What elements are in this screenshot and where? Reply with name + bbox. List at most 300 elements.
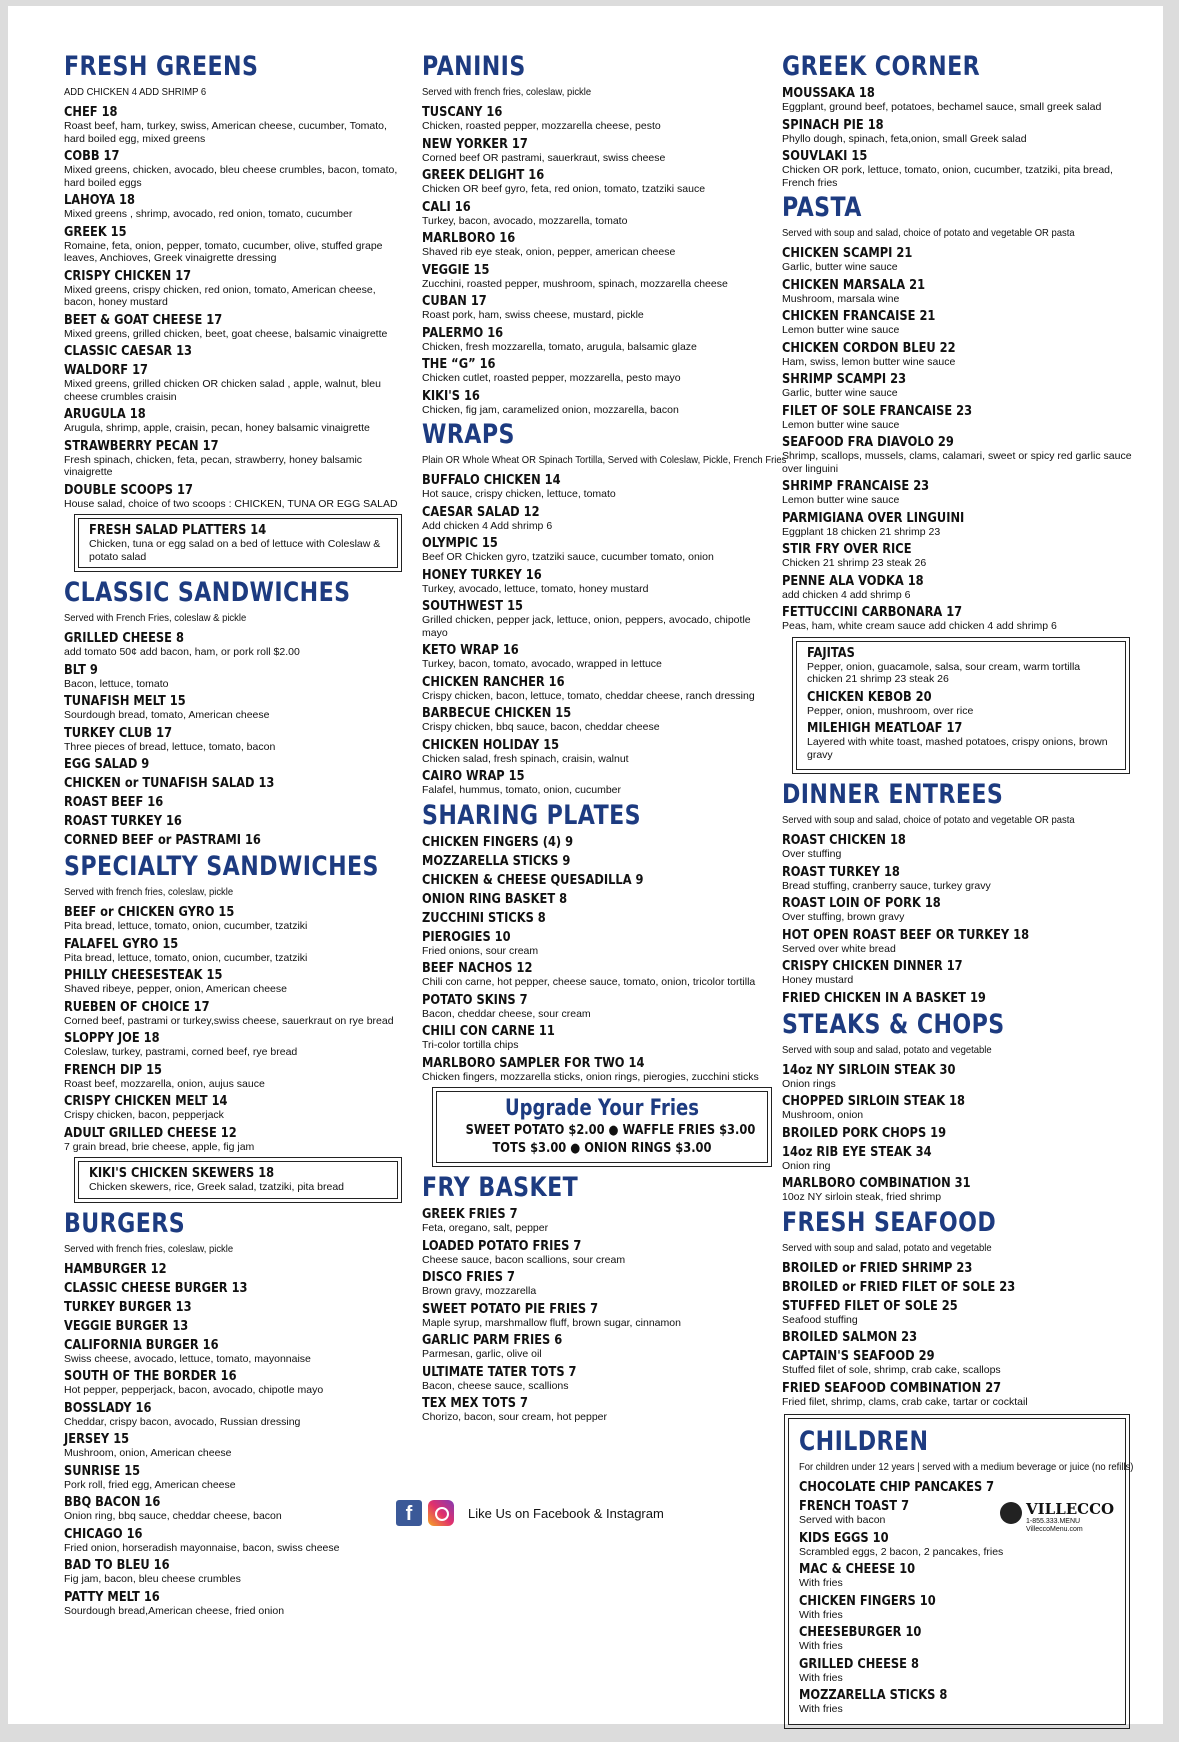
menu-item	[422, 105, 774, 133]
item-name: PARMIGIANA OVER LINGUINI	[782, 510, 965, 526]
item-name: NEW YORKER 17	[422, 136, 528, 152]
item-description: Pita bread, lettuce, tomato, onion, cucumber, tzatziki	[64, 951, 308, 964]
item-name: HOT OPEN ROAST BEEF OR TURKEY 18	[782, 927, 1030, 943]
section-note: For children under 12 years | served with a medium beverage or juice (no refills)	[799, 1461, 1134, 1473]
item-name: RUEBEN OF CHOICE 17	[64, 999, 210, 1015]
menu-item	[64, 1262, 404, 1277]
item-description: House salad, choice of two scoops : CHICKEN, TUNA OR EGG SALAD	[64, 497, 398, 510]
item-description: Fig jam, bacon, bleu cheese crumbles	[64, 1573, 241, 1585]
item-name: CHICKEN MARSALA 21	[782, 277, 926, 293]
item-name: GARLIC PARM FRIES 6	[422, 1333, 563, 1348]
item-description: Cheese sauce, bacon scallions, sour cream	[422, 1253, 626, 1266]
item-name: THE “G” 16	[422, 357, 496, 372]
item-name: GREEK FRIES 7	[422, 1207, 518, 1222]
item-name: KIKI'S 16	[422, 388, 480, 404]
menu-item	[782, 959, 1132, 987]
menu-item	[782, 1176, 1132, 1204]
item-description: Served with bacon	[799, 1514, 886, 1526]
item-description: Eggplant, ground beef, potatoes, bechamel sauce, small greek salad	[782, 101, 1102, 113]
item-description: Garlic, butter wine sauce	[782, 387, 898, 399]
upgrade-line: SWEET POTATO $2.00 ● WAFFLE FRIES $3.00	[465, 1123, 756, 1138]
item-description: Pita bread, lettuce, tomato, onion, cucumber, tzatziki	[64, 920, 308, 932]
item-description: Mushroom, marsala wine	[782, 292, 900, 305]
menu-item	[64, 1063, 404, 1091]
menu-item	[64, 694, 404, 722]
item-description: Crispy chicken, bacon, lettuce, tomato, cheddar cheese, ranch dressing	[422, 689, 755, 702]
item-name: BLT 9	[64, 662, 98, 678]
item-name: EGG SALAD 9	[64, 757, 150, 772]
menu-item	[422, 1333, 774, 1361]
item-name: CLASSIC CHEESE BURGER 13	[64, 1280, 248, 1296]
item-description: Chili con carne, hot pepper, cheese sauce, tomato, onion, tricolor tortilla	[422, 976, 756, 988]
upgrade-line: TOTS $3.00 ● ONION RINGS $3.00	[492, 1141, 712, 1156]
menu-item	[422, 263, 774, 291]
item-description: Fresh spinach, chicken, feta, pecan, strawberry, honey balsamic vinaigrette	[64, 453, 363, 478]
menu-item	[782, 1349, 1132, 1377]
menu-item	[782, 1261, 1132, 1276]
menu-item	[64, 105, 404, 145]
item-name: ONION RING BASKET 8	[422, 891, 568, 907]
menu-item	[422, 536, 774, 564]
menu-item	[782, 1299, 1132, 1327]
menu-item	[64, 1590, 404, 1618]
menu-item	[422, 473, 774, 501]
menu-item	[422, 892, 774, 907]
item-description: Served over white bread	[782, 942, 896, 955]
item-name: SEAFOOD FRA DIAVOLO 29	[782, 435, 954, 450]
item-description: With fries	[799, 1640, 843, 1652]
menu-item	[782, 605, 1132, 633]
item-name: CHEESEBURGER 10	[799, 1625, 922, 1640]
item-name: MOUSSAKA 18	[782, 86, 875, 101]
section-note: Served with french fries, coleslaw, pickle	[64, 886, 234, 898]
menu-item	[782, 246, 1132, 274]
item-description: Corned beef OR pastrami, sauerkraut, swiss cheese	[422, 151, 666, 164]
item-description: Ham, swiss, lemon butter wine sauce	[782, 355, 956, 368]
item-name: BROILED SALMON 23	[782, 1330, 918, 1345]
item-name: SOUTHWEST 15	[422, 599, 524, 614]
item-description: Crispy chicken, bacon, pepperjack	[64, 1109, 224, 1121]
menu-item	[64, 1369, 404, 1397]
item-name: MARLBORO 16	[422, 231, 516, 246]
menu-item	[64, 483, 404, 511]
menu-item	[782, 1145, 1132, 1173]
item-description: Onion rings	[782, 1077, 836, 1090]
item-name: TEX MEX TOTS 7	[422, 1396, 528, 1411]
item-name: MAC & CHEESE 10	[799, 1562, 916, 1577]
item-name: CHICKEN CORDON BLEU 22	[782, 340, 956, 356]
item-description: Chorizo, bacon, sour cream, hot pepper	[422, 1411, 608, 1423]
section-title: PASTA	[782, 192, 862, 223]
menu-item	[64, 905, 404, 933]
item-description: Shaved ribeye, pepper, onion, American cheese	[64, 983, 287, 995]
menu-item	[782, 149, 1132, 189]
item-name: PALERMO 16	[422, 325, 504, 341]
menu-item	[782, 278, 1132, 306]
item-description: Eggplant 18 chicken 21 shrimp 23	[782, 525, 941, 538]
item-name: BEEF NACHOS 12	[422, 961, 533, 976]
item-name: FRENCH TOAST 7	[799, 1499, 910, 1514]
menu-item	[782, 928, 1132, 956]
section-title: STEAKS & CHOPS	[782, 1008, 1005, 1040]
item-name: SPINACH PIE 18	[782, 117, 884, 133]
item-description: Bacon, cheese sauce, scallions	[422, 1379, 569, 1392]
item-description: Sourdough bread, tomato, American cheese	[64, 709, 270, 721]
section-title: BURGERS	[64, 1207, 186, 1239]
menu-item	[64, 776, 404, 791]
item-name: BROILED or FRIED SHRIMP 23	[782, 1260, 973, 1276]
item-description: Chicken fingers, mozzarella sticks, onion rings, pierogies, zucchini sticks	[422, 1070, 759, 1083]
item-description: Grilled chicken, pepper jack, lettuce, onion, peppers, avocado, chipotle mayo	[422, 614, 751, 639]
item-description: Hot pepper, pepperjack, bacon, avocado, chipotle mayo	[64, 1384, 324, 1396]
item-description: Chicken OR pork, lettuce, tomato, onion, cucumber, tzatziki, pita bread, French fries	[782, 164, 1113, 189]
item-name: MARLBORO COMBINATION 31	[782, 1176, 971, 1191]
item-name: SLOPPY JOE 18	[64, 1031, 160, 1046]
menu-item	[782, 309, 1132, 337]
menu-item	[422, 1207, 774, 1235]
item-name: BROILED PORK CHOPS 19	[782, 1125, 947, 1141]
item-name: CRISPY CHICKEN DINNER 17	[782, 959, 963, 974]
menu-item	[64, 313, 404, 341]
item-description: Crispy chicken, bbq sauce, bacon, cheddar cheese	[422, 721, 660, 733]
menu-item	[422, 1024, 774, 1052]
item-name: SUNRISE 15	[64, 1463, 141, 1479]
section-title: FRESH GREENS	[64, 51, 259, 82]
menu-item	[782, 1280, 1132, 1295]
item-description: With fries	[799, 1671, 843, 1684]
menu-column-left	[64, 48, 404, 1621]
item-description: With fries	[799, 1608, 843, 1621]
item-description: Chicken, tuna or egg salad on a bed of lettuce with Coleslaw & potato salad	[89, 538, 381, 563]
menu-item	[64, 814, 404, 829]
menu-item	[64, 344, 404, 359]
social-footer	[396, 1500, 664, 1526]
menu-item	[422, 1056, 774, 1084]
item-description: add chicken 4 add shrimp 6	[782, 588, 911, 601]
item-description: Sourdough bread,American cheese, fried onion	[64, 1604, 285, 1617]
menu-item	[422, 911, 774, 926]
item-description: Shrimp, scallops, mussels, clams, calamari, sweet or spicy red garlic sauce over linguini	[782, 450, 1132, 475]
menu-item	[422, 930, 774, 958]
item-description: Chicken cutlet, roasted pepper, mozzarella, pesto mayo	[422, 372, 681, 384]
item-description: Mixed greens, chicken, avocado, bleu cheese crumbles, bacon, tomato, hard boiled eggs	[64, 164, 398, 189]
item-description: Beef OR Chicken gyro, tzatziki sauce, cucumber tomato, onion	[422, 551, 714, 563]
item-description: Onion ring, bbq sauce, cheddar cheese, bacon	[64, 1510, 282, 1522]
item-name: ZUCCHINI STICKS 8	[422, 910, 546, 926]
item-name: FETTUCCINI CARBONARA 17	[782, 605, 963, 620]
menu-item	[64, 1281, 404, 1296]
item-description: Honey mustard	[782, 974, 854, 986]
item-description: Mixed greens, grilled chicken, beet, goat cheese, balsamic vinaigrette	[64, 327, 388, 340]
item-name: CLASSIC CAESAR 13	[64, 344, 193, 359]
menu-item	[799, 1531, 1115, 1559]
section-title: GREEK CORNER	[782, 51, 981, 82]
menu-item	[782, 1094, 1132, 1122]
menu-item	[64, 1094, 404, 1122]
item-name: CHICAGO 16	[64, 1526, 143, 1542]
item-description: Coleslaw, turkey, pastrami, corned beef, rye bread	[64, 1046, 298, 1058]
item-description: Swiss cheese, avocado, lettuce, tomato, mayonnaise	[64, 1352, 311, 1365]
menu-item	[782, 1330, 1132, 1345]
menu-item	[782, 404, 1132, 432]
item-name: CHOCOLATE CHIP PANCAKES 7	[799, 1480, 995, 1495]
menu-item	[422, 873, 774, 888]
menu-item	[807, 646, 1115, 686]
facebook-icon[interactable]: f	[396, 1500, 422, 1526]
brand-logo-icon	[1000, 1502, 1022, 1524]
item-description: Garlic, butter wine sauce	[782, 261, 898, 273]
menu-item	[422, 168, 774, 196]
item-name: TURKEY BURGER 13	[64, 1299, 192, 1315]
menu-item	[799, 1625, 1115, 1653]
item-description: Turkey, bacon, tomato, avocado, wrapped in lettuce	[422, 658, 662, 670]
item-description: Onion ring	[782, 1159, 831, 1172]
menu-item	[422, 835, 774, 850]
menu-item	[782, 833, 1132, 861]
social-text: Like Us on Facebook & Instagram	[468, 1505, 664, 1521]
menu-item	[422, 738, 774, 766]
item-description: Tri-color tortilla chips	[422, 1039, 519, 1051]
item-description: Chicken skewers, rice, Greek salad, tzatziki, pita bread	[89, 1181, 345, 1193]
menu-item	[422, 769, 774, 797]
item-name: LOADED POTATO FRIES 7	[422, 1238, 582, 1254]
menu-item	[64, 225, 404, 265]
menu-item	[782, 372, 1132, 400]
section-title: FRY BASKET	[422, 1172, 579, 1203]
menu-item	[64, 833, 404, 848]
item-name: ROAST TURKEY 16	[64, 814, 182, 829]
item-name: PENNE ALA VODKA 18	[782, 573, 924, 589]
item-description: With fries	[799, 1577, 843, 1589]
item-name: CHICKEN FINGERS 10	[799, 1593, 936, 1609]
upgrade-fries-box	[436, 1091, 768, 1163]
menu-item	[64, 1338, 404, 1366]
menu-item	[422, 1270, 774, 1298]
menu-item	[64, 1401, 404, 1429]
item-description: Over stuffing	[782, 848, 842, 860]
menu-item	[422, 643, 774, 671]
menu-item	[64, 795, 404, 810]
menu-item	[422, 505, 774, 533]
section-note: Plain OR Whole Wheat OR Spinach Tortilla, Served with Coleslaw, Pickle, French Fries	[422, 454, 787, 466]
menu-item	[64, 1527, 404, 1555]
item-description: Bacon, lettuce, tomato	[64, 677, 169, 690]
menu-item	[422, 1239, 774, 1267]
item-name: CHICKEN FINGERS (4) 9	[422, 834, 574, 850]
item-description: Layered with white toast, mashed potatoes, crispy onions, brown gravy	[807, 736, 1108, 761]
item-description: Chicken, fig jam, caramelized onion, mozzarella, bacon	[422, 403, 679, 416]
item-name: BEET & GOAT CHEESE 17	[64, 312, 223, 328]
item-description: Zucchini, roasted pepper, mushroom, spinach, mozzarella cheese	[422, 277, 728, 290]
menu-item	[64, 269, 404, 309]
item-description: Pepper, onion, guacamole, salsa, sour cream, warm tortilla chicken 21 shrimp 23 steak 26	[807, 660, 1081, 685]
item-name: BBQ BACON 16	[64, 1495, 161, 1510]
item-name: CHICKEN or TUNAFISH SALAD 13	[64, 776, 275, 791]
item-name: SHRIMP SCAMPI 23	[782, 372, 907, 387]
item-name: CHICKEN & CHEESE QUESADILLA 9	[422, 872, 644, 888]
menu-item	[422, 294, 774, 322]
item-name: FRIED CHICKEN IN A BASKET 19	[782, 990, 986, 1006]
item-name: WALDORF 17	[64, 363, 148, 378]
menu-item	[422, 231, 774, 259]
item-description: Lemon butter wine sauce	[782, 324, 900, 336]
item-description: Lemon butter wine sauce	[782, 494, 900, 506]
item-name: SOUVLAKI 15	[782, 149, 868, 164]
item-description: Roast beef, ham, turkey, swiss, American cheese, cucumber, Tomato, hard boiled egg, mixed greens	[64, 120, 387, 145]
item-description: Seafood stuffing	[782, 1313, 858, 1326]
item-description: Mixed greens, grilled chicken OR chicken salad , apple, walnut, bleu cheese crumbles craisin	[64, 378, 381, 403]
item-name: MARLBORO SAMPLER FOR TWO 14	[422, 1055, 645, 1071]
item-name: HAMBURGER 12	[64, 1261, 167, 1277]
item-name: CHICKEN KEBOB 20	[807, 689, 932, 705]
menu-item	[64, 726, 404, 754]
item-description: Lemon butter wine sauce	[782, 418, 900, 431]
item-name: FILET OF SOLE FRANCAISE 23	[782, 403, 973, 419]
menu-item	[782, 118, 1132, 146]
item-name: STIR FRY OVER RICE	[782, 542, 912, 557]
section-note: Served with french fries, coleslaw, pickle	[64, 1242, 234, 1255]
item-name: SOUTH OF THE BORDER 16	[64, 1369, 237, 1384]
item-name: CUBAN 17	[422, 294, 487, 309]
item-name: TUSCANY 16	[422, 105, 503, 120]
item-name: KIDS EGGS 10	[799, 1530, 889, 1546]
item-name: FRENCH DIP 15	[64, 1062, 163, 1078]
menu-item	[64, 193, 404, 221]
menu-item	[799, 1688, 1115, 1716]
menu-item	[64, 631, 404, 659]
menu-page	[8, 6, 1163, 1724]
instagram-icon[interactable]	[428, 1500, 454, 1526]
item-name: SHRIMP FRANCAISE 23	[782, 479, 930, 494]
item-name: STRAWBERRY PECAN 17	[64, 438, 219, 454]
item-name: HONEY TURKEY 16	[422, 567, 542, 583]
menu-item	[799, 1480, 1115, 1495]
menu-item	[422, 675, 774, 703]
item-name: SWEET POTATO PIE FRIES 7	[422, 1301, 599, 1317]
item-description: Peas, ham, white cream sauce add chicken 4 add shrimp 6	[782, 620, 1057, 632]
menu-item	[422, 1302, 774, 1330]
item-name: CALI 16	[422, 199, 471, 215]
menu-item	[64, 439, 404, 479]
item-name: LAHOYA 18	[64, 193, 135, 208]
children-menu-box	[788, 1418, 1134, 1725]
menu-item	[782, 86, 1132, 114]
item-name: JERSEY 15	[64, 1432, 130, 1447]
item-description: Chicken salad, fresh spinach, craisin, walnut	[422, 752, 629, 765]
item-description: Scrambled eggs, 2 bacon, 2 pancakes, fries	[799, 1545, 1004, 1558]
section-note: Served with French Fries, coleslaw & pickle	[64, 612, 247, 624]
upgrade-title: Upgrade Your Fries	[504, 1096, 700, 1121]
item-name: BARBECUE CHICKEN 15	[422, 706, 572, 721]
item-name: DISCO FRIES 7	[422, 1270, 515, 1285]
item-description: Stuffed filet of sole, shrimp, crab cake, scallops	[782, 1364, 1001, 1376]
item-name: CRISPY CHICKEN MELT 14	[64, 1094, 228, 1109]
menu-item	[64, 1300, 404, 1315]
item-description: Feta, oregano, salt, pepper	[422, 1222, 549, 1234]
item-name: MOZZARELLA STICKS 9	[422, 853, 571, 869]
item-name: CRISPY CHICKEN 17	[64, 268, 192, 284]
menu-item	[782, 479, 1132, 507]
section-note: Served with soup and salad, choice of potato and vegetable OR pasta	[782, 814, 1075, 826]
specials-box	[796, 641, 1126, 771]
item-description: Brown gravy, mozzarella	[422, 1285, 537, 1297]
item-description: Hot sauce, crispy chicken, lettuce, tomato	[422, 488, 616, 500]
menu-item	[422, 599, 774, 639]
featured-box	[78, 1161, 398, 1199]
item-name: BEEF or CHICKEN GYRO 15	[64, 905, 235, 920]
menu-item	[64, 1031, 404, 1059]
menu-item	[422, 200, 774, 228]
item-name: 14oz RIB EYE STEAK 34	[782, 1144, 932, 1160]
item-name: TURKEY CLUB 17	[64, 725, 173, 741]
menu-item	[782, 1063, 1132, 1091]
menu-item	[782, 991, 1132, 1006]
item-description: Over stuffing, brown gravy	[782, 911, 905, 923]
item-name: ULTIMATE TATER TOTS 7	[422, 1364, 577, 1380]
menu-item	[422, 1365, 774, 1393]
item-name: FALAFEL GYRO 15	[64, 936, 179, 952]
item-name: GRILLED CHEESE 8	[799, 1656, 919, 1672]
section-note: Served with soup and salad, potato and vegetable	[782, 1043, 992, 1056]
section-title: WRAPS	[422, 419, 515, 450]
menu-column-right	[782, 48, 1132, 1725]
item-description: Three pieces of bread, lettuce, tomato, bacon	[64, 740, 276, 753]
section-note: Served with french fries, coleslaw, pickle	[422, 86, 592, 98]
section-title: DINNER ENTREES	[782, 779, 1004, 810]
menu-item	[782, 1381, 1132, 1409]
item-description: Corned beef, pastrami or turkey,swiss cheese, sauerkraut on rye bread	[64, 1014, 394, 1027]
menu-item	[64, 968, 404, 996]
item-description: Maple syrup, marshmallow fluff, brown sugar, cinnamon	[422, 1316, 681, 1329]
menu-item	[422, 961, 774, 989]
item-name: GREEK 15	[64, 224, 127, 240]
item-name: PATTY MELT 16	[64, 1589, 160, 1605]
menu-item	[807, 721, 1115, 761]
menu-item	[422, 389, 774, 417]
item-description: Mushroom, onion	[782, 1109, 864, 1121]
menu-item	[782, 435, 1132, 475]
section-note: Served with soup and salad, choice of potato and vegetable OR pasta	[782, 227, 1075, 239]
menu-column-middle	[422, 48, 787, 1428]
item-name: CAPTAIN'S SEAFOOD 29	[782, 1349, 935, 1364]
item-name: FAJITAS	[807, 645, 855, 661]
item-description: Chicken OR beef gyro, feta, red onion, tomato, tzatziki sauce	[422, 183, 706, 195]
item-name: STUFFED FILET OF SOLE 25	[782, 1298, 958, 1314]
section-note: ADD CHICKEN 4 ADD SHRIMP 6	[64, 86, 207, 98]
brand-logo	[1000, 1500, 1116, 1534]
menu-item	[422, 854, 774, 869]
item-description: Chicken 21 shrimp 23 steak 26	[782, 557, 927, 569]
item-description: Mixed greens , shrimp, avocado, red onion, tomato, cucumber	[64, 208, 353, 220]
menu-item	[807, 690, 1115, 718]
menu-item	[64, 1319, 404, 1334]
menu-item	[782, 511, 1132, 539]
item-name: VEGGIE BURGER 13	[64, 1318, 189, 1334]
menu-item	[782, 341, 1132, 369]
item-name: PHILLY CHEESESTEAK 15	[64, 968, 223, 983]
item-name: CHICKEN RANCHER 16	[422, 674, 565, 690]
item-description: 10oz NY sirloin steak, fried shrimp	[782, 1191, 942, 1203]
item-name: FRIED SEAFOOD COMBINATION 27	[782, 1380, 1002, 1396]
item-name: FRESH SALAD PLATTERS 14	[89, 523, 267, 538]
item-name: OLYMPIC 15	[422, 536, 498, 551]
item-name: BAD TO BLEU 16	[64, 1558, 170, 1573]
item-description: Chicken, fresh mozzarella, tomato, arugula, balsamic glaze	[422, 340, 697, 353]
item-name: BOSSLADY 16	[64, 1400, 152, 1416]
item-name: ARUGULA 18	[64, 407, 146, 422]
item-description: Chicken, roasted pepper, mozzarella cheese, pesto	[422, 120, 661, 132]
menu-item	[64, 1126, 404, 1154]
